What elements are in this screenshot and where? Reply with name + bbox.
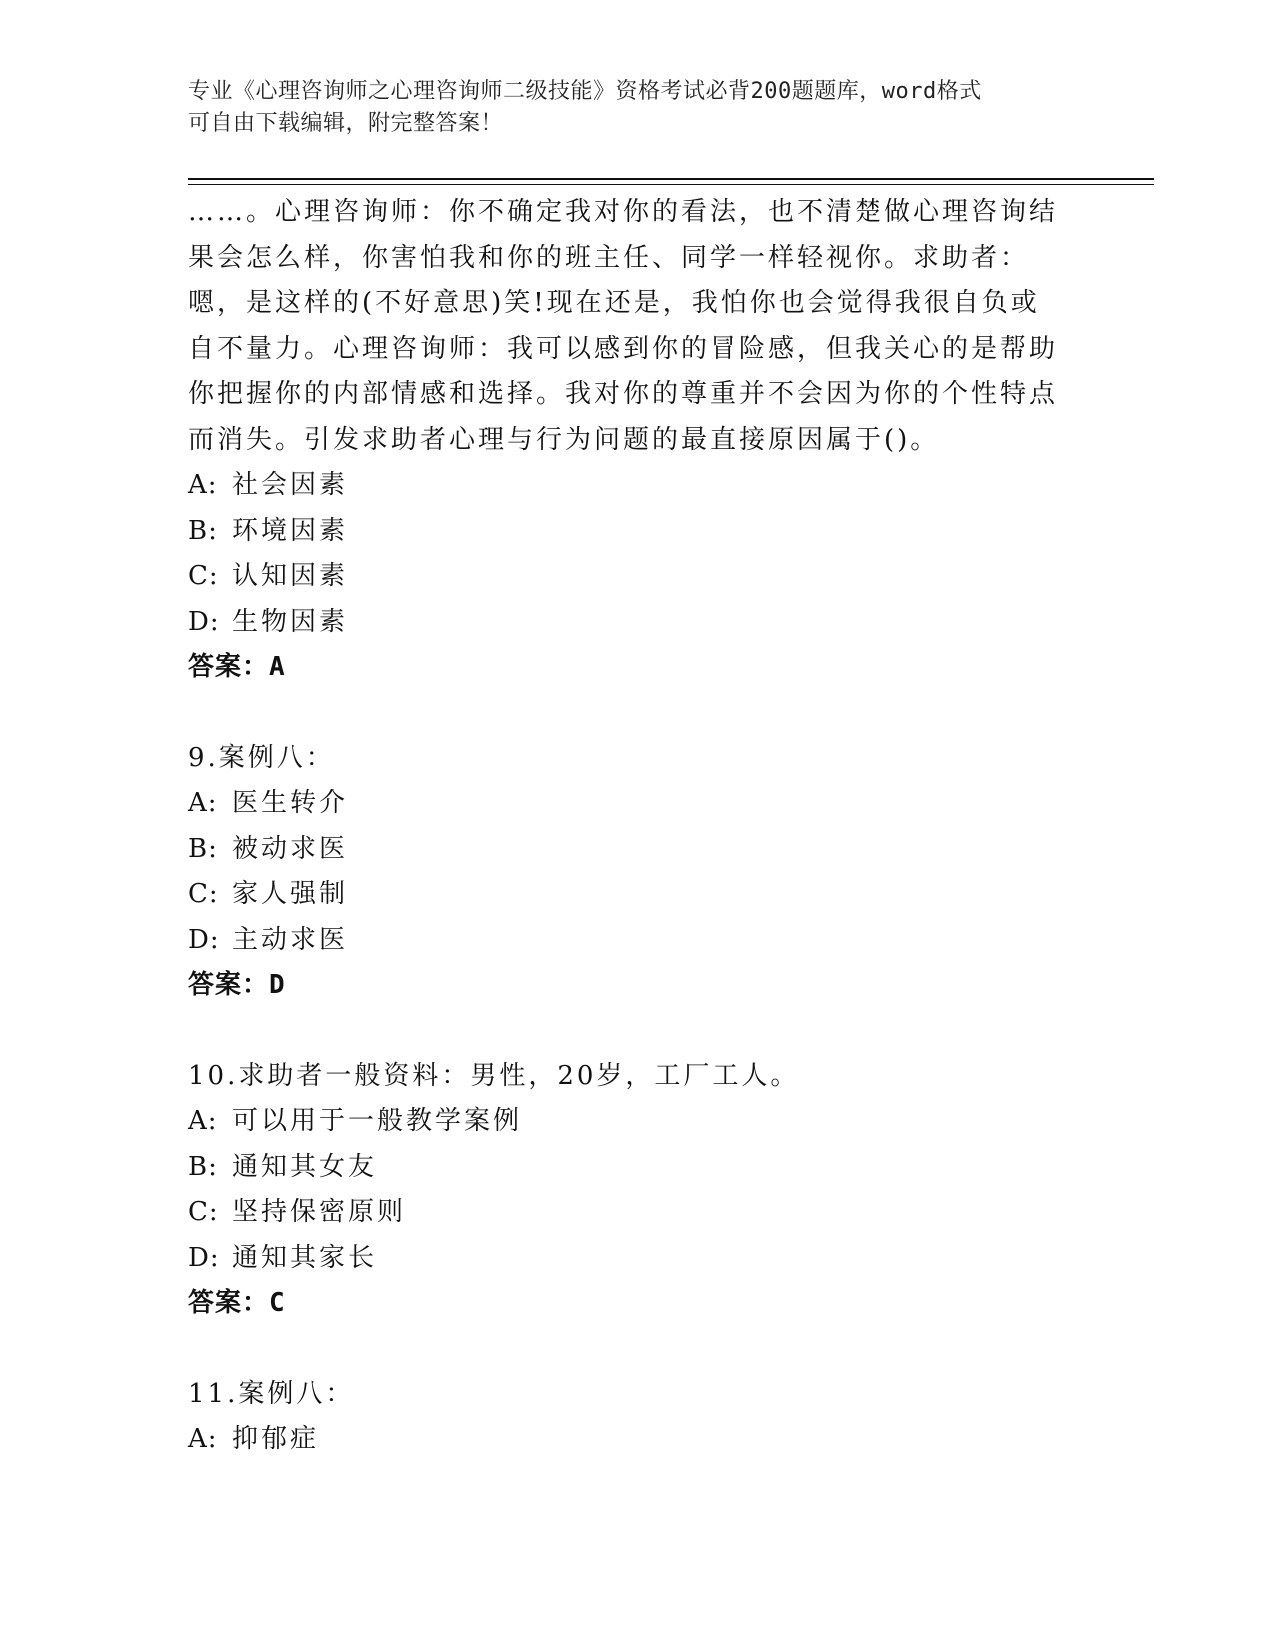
answer-line: 答案：D bbox=[188, 970, 286, 1000]
header-divider-thin bbox=[188, 184, 1154, 185]
header-line-1: 专业《心理咨询师之心理咨询师二级技能》资格考试必背200题题库，word格式 bbox=[188, 79, 982, 104]
option-list bbox=[188, 1099, 1088, 1281]
option-d: D: 主动求医 bbox=[188, 924, 349, 955]
header-divider-thick bbox=[188, 178, 1154, 180]
option-b: B: 通知其女友 bbox=[188, 1151, 378, 1182]
answer-line: 答案：A bbox=[188, 652, 286, 682]
option-b: B: 环境因素 bbox=[188, 515, 349, 546]
option-d: D: 通知其家长 bbox=[188, 1242, 378, 1273]
option-c: C: 家人强制 bbox=[188, 879, 349, 909]
option-a: A: 医生转介 bbox=[188, 788, 349, 818]
document-header bbox=[188, 76, 1088, 140]
question-11-block bbox=[188, 1372, 1088, 1463]
header-line-2: 可自由下载编辑，附完整答案！ bbox=[188, 111, 504, 136]
question-9-block bbox=[188, 736, 1088, 1009]
option-a: A: 可以用于一般教学案例 bbox=[188, 1106, 523, 1136]
option-a: A: 抑郁症 bbox=[188, 1424, 320, 1454]
option-b: B: 被动求医 bbox=[188, 833, 349, 864]
question-title: 9.案例八： bbox=[188, 742, 335, 773]
answer-line: 答案：C bbox=[188, 1288, 286, 1318]
question-10-block bbox=[188, 1054, 1088, 1327]
question-title: 10.求助者一般资料：男性，20岁，工厂工人。 bbox=[188, 1060, 800, 1091]
option-c: C: 认知因素 bbox=[188, 561, 349, 591]
question-stem: ……。心理咨询师：你不确定我对你的看法，也不清楚做心理咨询结果会怎么样，你害怕我和你的班主任、同学一样轻视你。求助者：嗯，是这样的(不好意思)笑!现在还是，我怕你也会觉得我很自负或自不量力。心理咨询师：我可以感到你的冒险感，但我关心的是帮助你把握你的内部情感和选择。我对你的尊重并不会因为你的个性特点而消失。引发求助者心理与行为问题的最直接原因属于()。 bbox=[188, 197, 1059, 455]
option-a: A: 社会因素 bbox=[188, 470, 349, 500]
question-title: 11.案例八： bbox=[188, 1378, 355, 1409]
option-list bbox=[188, 781, 1088, 963]
document-body bbox=[188, 190, 1088, 1463]
option-c: C: 坚持保密原则 bbox=[188, 1197, 407, 1227]
option-list bbox=[188, 1417, 1088, 1463]
question-8-block bbox=[188, 190, 1088, 691]
option-d: D: 生物因素 bbox=[188, 606, 349, 637]
option-list bbox=[188, 463, 1088, 645]
